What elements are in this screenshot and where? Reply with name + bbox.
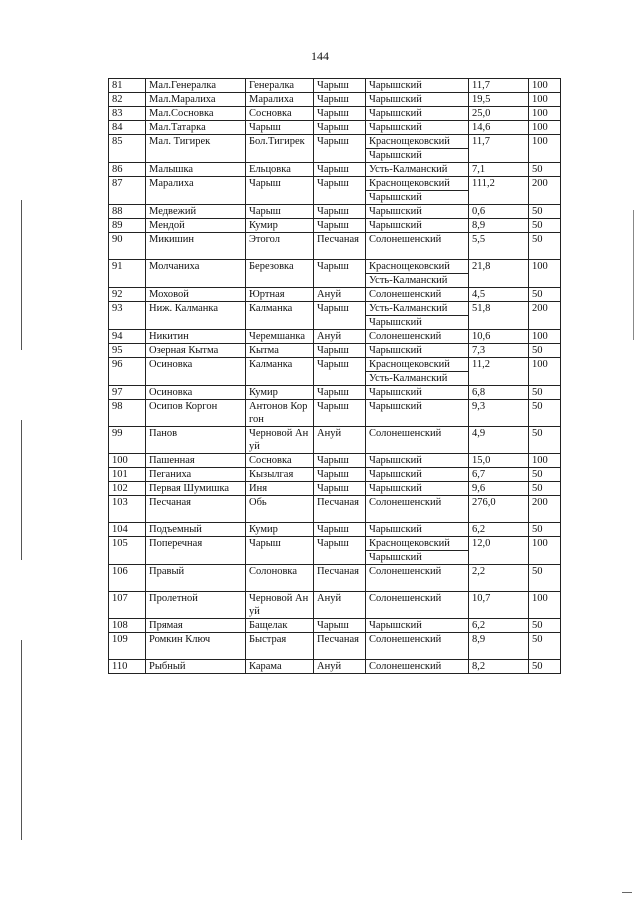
row-number: 104 (109, 523, 146, 537)
receiving-river: Калманка (246, 358, 314, 386)
row-number: 97 (109, 386, 146, 400)
length-km: 12,0 (469, 537, 529, 565)
protection-zone: 50 (529, 205, 561, 219)
row-number: 102 (109, 482, 146, 496)
object-name: Поперечная (146, 537, 246, 565)
row-number: 83 (109, 107, 146, 121)
protection-zone: 50 (529, 219, 561, 233)
length-km: 15,0 (469, 454, 529, 468)
receiving-river: Кумир (246, 219, 314, 233)
table-row (109, 565, 561, 592)
length-km: 11,7 (469, 79, 529, 93)
district-name: Усть-Калманский (366, 372, 469, 386)
district-name: Чарышский (366, 468, 469, 482)
length-km: 11,7 (469, 135, 529, 163)
district-name: Чарышский (366, 149, 469, 163)
table-row (109, 454, 561, 468)
district-name: Усть-Калманский (366, 274, 469, 288)
length-km: 51,8 (469, 302, 529, 330)
table-row (109, 302, 561, 316)
district-name: Чарышский (366, 79, 469, 93)
table-row (109, 219, 561, 233)
row-number: 95 (109, 344, 146, 358)
basin-name: Чарыш (314, 468, 366, 482)
receiving-river: Обь (246, 496, 314, 523)
receiving-river: Кумир (246, 523, 314, 537)
protection-zone: 50 (529, 400, 561, 427)
object-name: Первая Шумишка (146, 482, 246, 496)
row-number: 108 (109, 619, 146, 633)
protection-zone: 50 (529, 565, 561, 592)
receiving-river: Черновой Ануй (246, 592, 314, 619)
receiving-river: Черемшанка (246, 330, 314, 344)
object-name: Моховой (146, 288, 246, 302)
row-number: 86 (109, 163, 146, 177)
left-margin-line (21, 640, 22, 840)
receiving-river: Березовка (246, 260, 314, 288)
length-km: 5,5 (469, 233, 529, 260)
district-name: Усть-Калманский (366, 163, 469, 177)
receiving-river: Черновой Ануй (246, 427, 314, 454)
district-name: Краснощековский (366, 260, 469, 274)
receiving-river: Чарыш (246, 205, 314, 219)
basin-name: Чарыш (314, 260, 366, 288)
object-name: Ромкин Ключ (146, 633, 246, 660)
table-row (109, 107, 561, 121)
district-name: Солонешенский (366, 288, 469, 302)
length-km: 9,3 (469, 400, 529, 427)
protection-zone: 50 (529, 482, 561, 496)
object-name: Маралиха (146, 177, 246, 205)
protection-zone: 200 (529, 302, 561, 330)
left-margin-line (21, 200, 22, 350)
length-km: 276,0 (469, 496, 529, 523)
table-row (109, 79, 561, 93)
object-name: Пашенная (146, 454, 246, 468)
object-name: Пролетной (146, 592, 246, 619)
basin-name: Ануй (314, 288, 366, 302)
district-name: Чарышский (366, 205, 469, 219)
district-name: Чарышский (366, 316, 469, 330)
object-name: Микишин (146, 233, 246, 260)
basin-name: Ануй (314, 427, 366, 454)
row-number: 96 (109, 358, 146, 386)
length-km: 8,2 (469, 660, 529, 674)
protection-zone: 50 (529, 427, 561, 454)
row-number: 89 (109, 219, 146, 233)
object-name: Мал.Татарка (146, 121, 246, 135)
protection-zone: 100 (529, 260, 561, 288)
object-name: Озерная Кытма (146, 344, 246, 358)
row-number: 109 (109, 633, 146, 660)
basin-name: Чарыш (314, 302, 366, 330)
row-number: 85 (109, 135, 146, 163)
receiving-river: Антонов Коргон (246, 400, 314, 427)
length-km: 0,6 (469, 205, 529, 219)
object-name: Ниж. Калманка (146, 302, 246, 330)
length-km: 14,6 (469, 121, 529, 135)
length-km: 11,2 (469, 358, 529, 386)
row-number: 81 (109, 79, 146, 93)
district-name: Чарышский (366, 219, 469, 233)
table-row (109, 468, 561, 482)
row-number: 101 (109, 468, 146, 482)
receiving-river: Кытма (246, 344, 314, 358)
protection-zone: 100 (529, 358, 561, 386)
object-name: Никитин (146, 330, 246, 344)
receiving-river: Калманка (246, 302, 314, 330)
object-name: Прямая (146, 619, 246, 633)
basin-name: Чарыш (314, 400, 366, 427)
basin-name: Чарыш (314, 163, 366, 177)
object-name: Правый (146, 565, 246, 592)
district-name: Чарышский (366, 400, 469, 427)
row-number: 88 (109, 205, 146, 219)
table-row (109, 233, 561, 260)
district-name: Чарышский (366, 551, 469, 565)
table-row (109, 344, 561, 358)
object-name: Осиновка (146, 358, 246, 386)
row-number: 99 (109, 427, 146, 454)
district-name: Солонешенский (366, 660, 469, 674)
length-km: 10,6 (469, 330, 529, 344)
length-km: 19,5 (469, 93, 529, 107)
receiving-river: Солоновка (246, 565, 314, 592)
table-row (109, 121, 561, 135)
object-name: Мал.Генералка (146, 79, 246, 93)
object-name: Мал. Тигирек (146, 135, 246, 163)
length-km: 7,3 (469, 344, 529, 358)
length-km: 6,8 (469, 386, 529, 400)
length-km: 4,9 (469, 427, 529, 454)
table-row (109, 482, 561, 496)
table-row (109, 163, 561, 177)
district-name: Чарышский (366, 454, 469, 468)
table-row (109, 260, 561, 274)
basin-name: Чарыш (314, 358, 366, 386)
row-number: 92 (109, 288, 146, 302)
basin-name: Чарыш (314, 386, 366, 400)
length-km: 4,5 (469, 288, 529, 302)
object-name: Осипов Коргон (146, 400, 246, 427)
basin-name: Песчаная (314, 633, 366, 660)
district-name: Солонешенский (366, 330, 469, 344)
basin-name: Песчаная (314, 565, 366, 592)
length-km: 21,8 (469, 260, 529, 288)
table-row (109, 386, 561, 400)
protection-zone: 200 (529, 177, 561, 205)
basin-name: Чарыш (314, 344, 366, 358)
protection-zone: 100 (529, 135, 561, 163)
receiving-river: Карама (246, 660, 314, 674)
receiving-river: Генералка (246, 79, 314, 93)
row-number: 98 (109, 400, 146, 427)
object-name: Рыбный (146, 660, 246, 674)
district-name: Чарышский (366, 344, 469, 358)
protection-zone: 50 (529, 344, 561, 358)
length-km: 8,9 (469, 633, 529, 660)
row-number: 91 (109, 260, 146, 288)
basin-name: Ануй (314, 660, 366, 674)
basin-name: Чарыш (314, 523, 366, 537)
object-name: Подъемный (146, 523, 246, 537)
object-name: Медвежий (146, 205, 246, 219)
district-name: Чарышский (366, 191, 469, 205)
corner-mark (622, 892, 632, 893)
basin-name: Чарыш (314, 93, 366, 107)
table-row (109, 619, 561, 633)
district-name: Солонешенский (366, 496, 469, 523)
row-number: 103 (109, 496, 146, 523)
table-row (109, 427, 561, 454)
district-name: Чарышский (366, 121, 469, 135)
length-km: 25,0 (469, 107, 529, 121)
length-km: 111,2 (469, 177, 529, 205)
protection-zone: 50 (529, 233, 561, 260)
protection-zone: 50 (529, 468, 561, 482)
protection-zone: 100 (529, 592, 561, 619)
receiving-river: Быстрая (246, 633, 314, 660)
basin-name: Чарыш (314, 454, 366, 468)
district-name: Чарышский (366, 107, 469, 121)
basin-name: Песчаная (314, 496, 366, 523)
row-number: 90 (109, 233, 146, 260)
row-number: 87 (109, 177, 146, 205)
row-number: 106 (109, 565, 146, 592)
receiving-river: Кызылгая (246, 468, 314, 482)
basin-name: Ануй (314, 330, 366, 344)
length-km: 6,2 (469, 619, 529, 633)
district-name: Краснощековский (366, 135, 469, 149)
receiving-river: Бащелак (246, 619, 314, 633)
table-row (109, 177, 561, 191)
left-margin-line (21, 420, 22, 560)
district-name: Чарышский (366, 386, 469, 400)
protection-zone: 100 (529, 537, 561, 565)
district-name: Чарышский (366, 619, 469, 633)
row-number: 107 (109, 592, 146, 619)
receiving-river: Чарыш (246, 121, 314, 135)
district-name: Солонешенский (366, 233, 469, 260)
object-name: Молчаниха (146, 260, 246, 288)
basin-name: Чарыш (314, 482, 366, 496)
row-number: 100 (109, 454, 146, 468)
basin-name: Чарыш (314, 205, 366, 219)
protection-zone: 200 (529, 496, 561, 523)
district-name: Чарышский (366, 523, 469, 537)
basin-name: Ануй (314, 592, 366, 619)
table-row (109, 537, 561, 551)
right-margin-line (633, 210, 634, 340)
receiving-river: Чарыш (246, 537, 314, 565)
row-number: 94 (109, 330, 146, 344)
basin-name: Песчаная (314, 233, 366, 260)
table-row (109, 135, 561, 149)
object-name: Мал.Сосновка (146, 107, 246, 121)
protection-zone: 100 (529, 79, 561, 93)
object-name: Мал.Маралиха (146, 93, 246, 107)
page-number: 144 (311, 49, 329, 63)
object-name: Панов (146, 427, 246, 454)
row-number: 84 (109, 121, 146, 135)
basin-name: Чарыш (314, 619, 366, 633)
protection-zone: 100 (529, 121, 561, 135)
table-row (109, 592, 561, 619)
object-name: Песчаная (146, 496, 246, 523)
receiving-river: Юртная (246, 288, 314, 302)
object-name: Пеганиха (146, 468, 246, 482)
table-row (109, 330, 561, 344)
receiving-river: Кумир (246, 386, 314, 400)
length-km: 2,2 (469, 565, 529, 592)
table-row (109, 93, 561, 107)
protection-zone: 50 (529, 633, 561, 660)
district-name: Краснощековский (366, 177, 469, 191)
district-name: Солонешенский (366, 427, 469, 454)
district-name: Усть-Калманский (366, 302, 469, 316)
protection-zone: 100 (529, 330, 561, 344)
row-number: 110 (109, 660, 146, 674)
protection-zone: 100 (529, 93, 561, 107)
district-name: Солонешенский (366, 633, 469, 660)
table-row (109, 205, 561, 219)
protection-zone: 100 (529, 107, 561, 121)
receiving-river: Сосновка (246, 454, 314, 468)
basin-name: Чарыш (314, 219, 366, 233)
district-name: Солонешенский (366, 592, 469, 619)
row-number: 105 (109, 537, 146, 565)
basin-name: Чарыш (314, 107, 366, 121)
length-km: 8,9 (469, 219, 529, 233)
district-name: Чарышский (366, 482, 469, 496)
table-row (109, 523, 561, 537)
district-name: Чарышский (366, 93, 469, 107)
basin-name: Чарыш (314, 537, 366, 565)
table-row (109, 660, 561, 674)
basin-name: Чарыш (314, 121, 366, 135)
object-name: Малышка (146, 163, 246, 177)
length-km: 6,7 (469, 468, 529, 482)
length-km: 7,1 (469, 163, 529, 177)
protection-zone: 50 (529, 523, 561, 537)
table-row (109, 288, 561, 302)
district-name: Краснощековский (366, 537, 469, 551)
receiving-river: Иня (246, 482, 314, 496)
basin-name: Чарыш (314, 135, 366, 163)
table-row (109, 633, 561, 660)
receiving-river: Ельцовка (246, 163, 314, 177)
protection-zone: 50 (529, 386, 561, 400)
length-km: 9,6 (469, 482, 529, 496)
district-name: Солонешенский (366, 565, 469, 592)
receiving-river: Маралиха (246, 93, 314, 107)
protection-zone: 50 (529, 619, 561, 633)
basin-name: Чарыш (314, 79, 366, 93)
object-name: Осиновка (146, 386, 246, 400)
protection-zone: 50 (529, 660, 561, 674)
district-name: Краснощековский (366, 358, 469, 372)
table-row (109, 496, 561, 523)
protection-zone: 50 (529, 288, 561, 302)
receiving-river: Сосновка (246, 107, 314, 121)
receiving-river: Чарыш (246, 177, 314, 205)
table-row (109, 358, 561, 372)
table-row (109, 400, 561, 427)
basin-name: Чарыш (314, 177, 366, 205)
object-name: Мендой (146, 219, 246, 233)
row-number: 82 (109, 93, 146, 107)
length-km: 6,2 (469, 523, 529, 537)
receiving-river: Этогол (246, 233, 314, 260)
receiving-river: Бол.Тигирек (246, 135, 314, 163)
protection-zone: 50 (529, 163, 561, 177)
length-km: 10,7 (469, 592, 529, 619)
rivers-table (108, 78, 561, 674)
row-number: 93 (109, 302, 146, 330)
protection-zone: 100 (529, 454, 561, 468)
